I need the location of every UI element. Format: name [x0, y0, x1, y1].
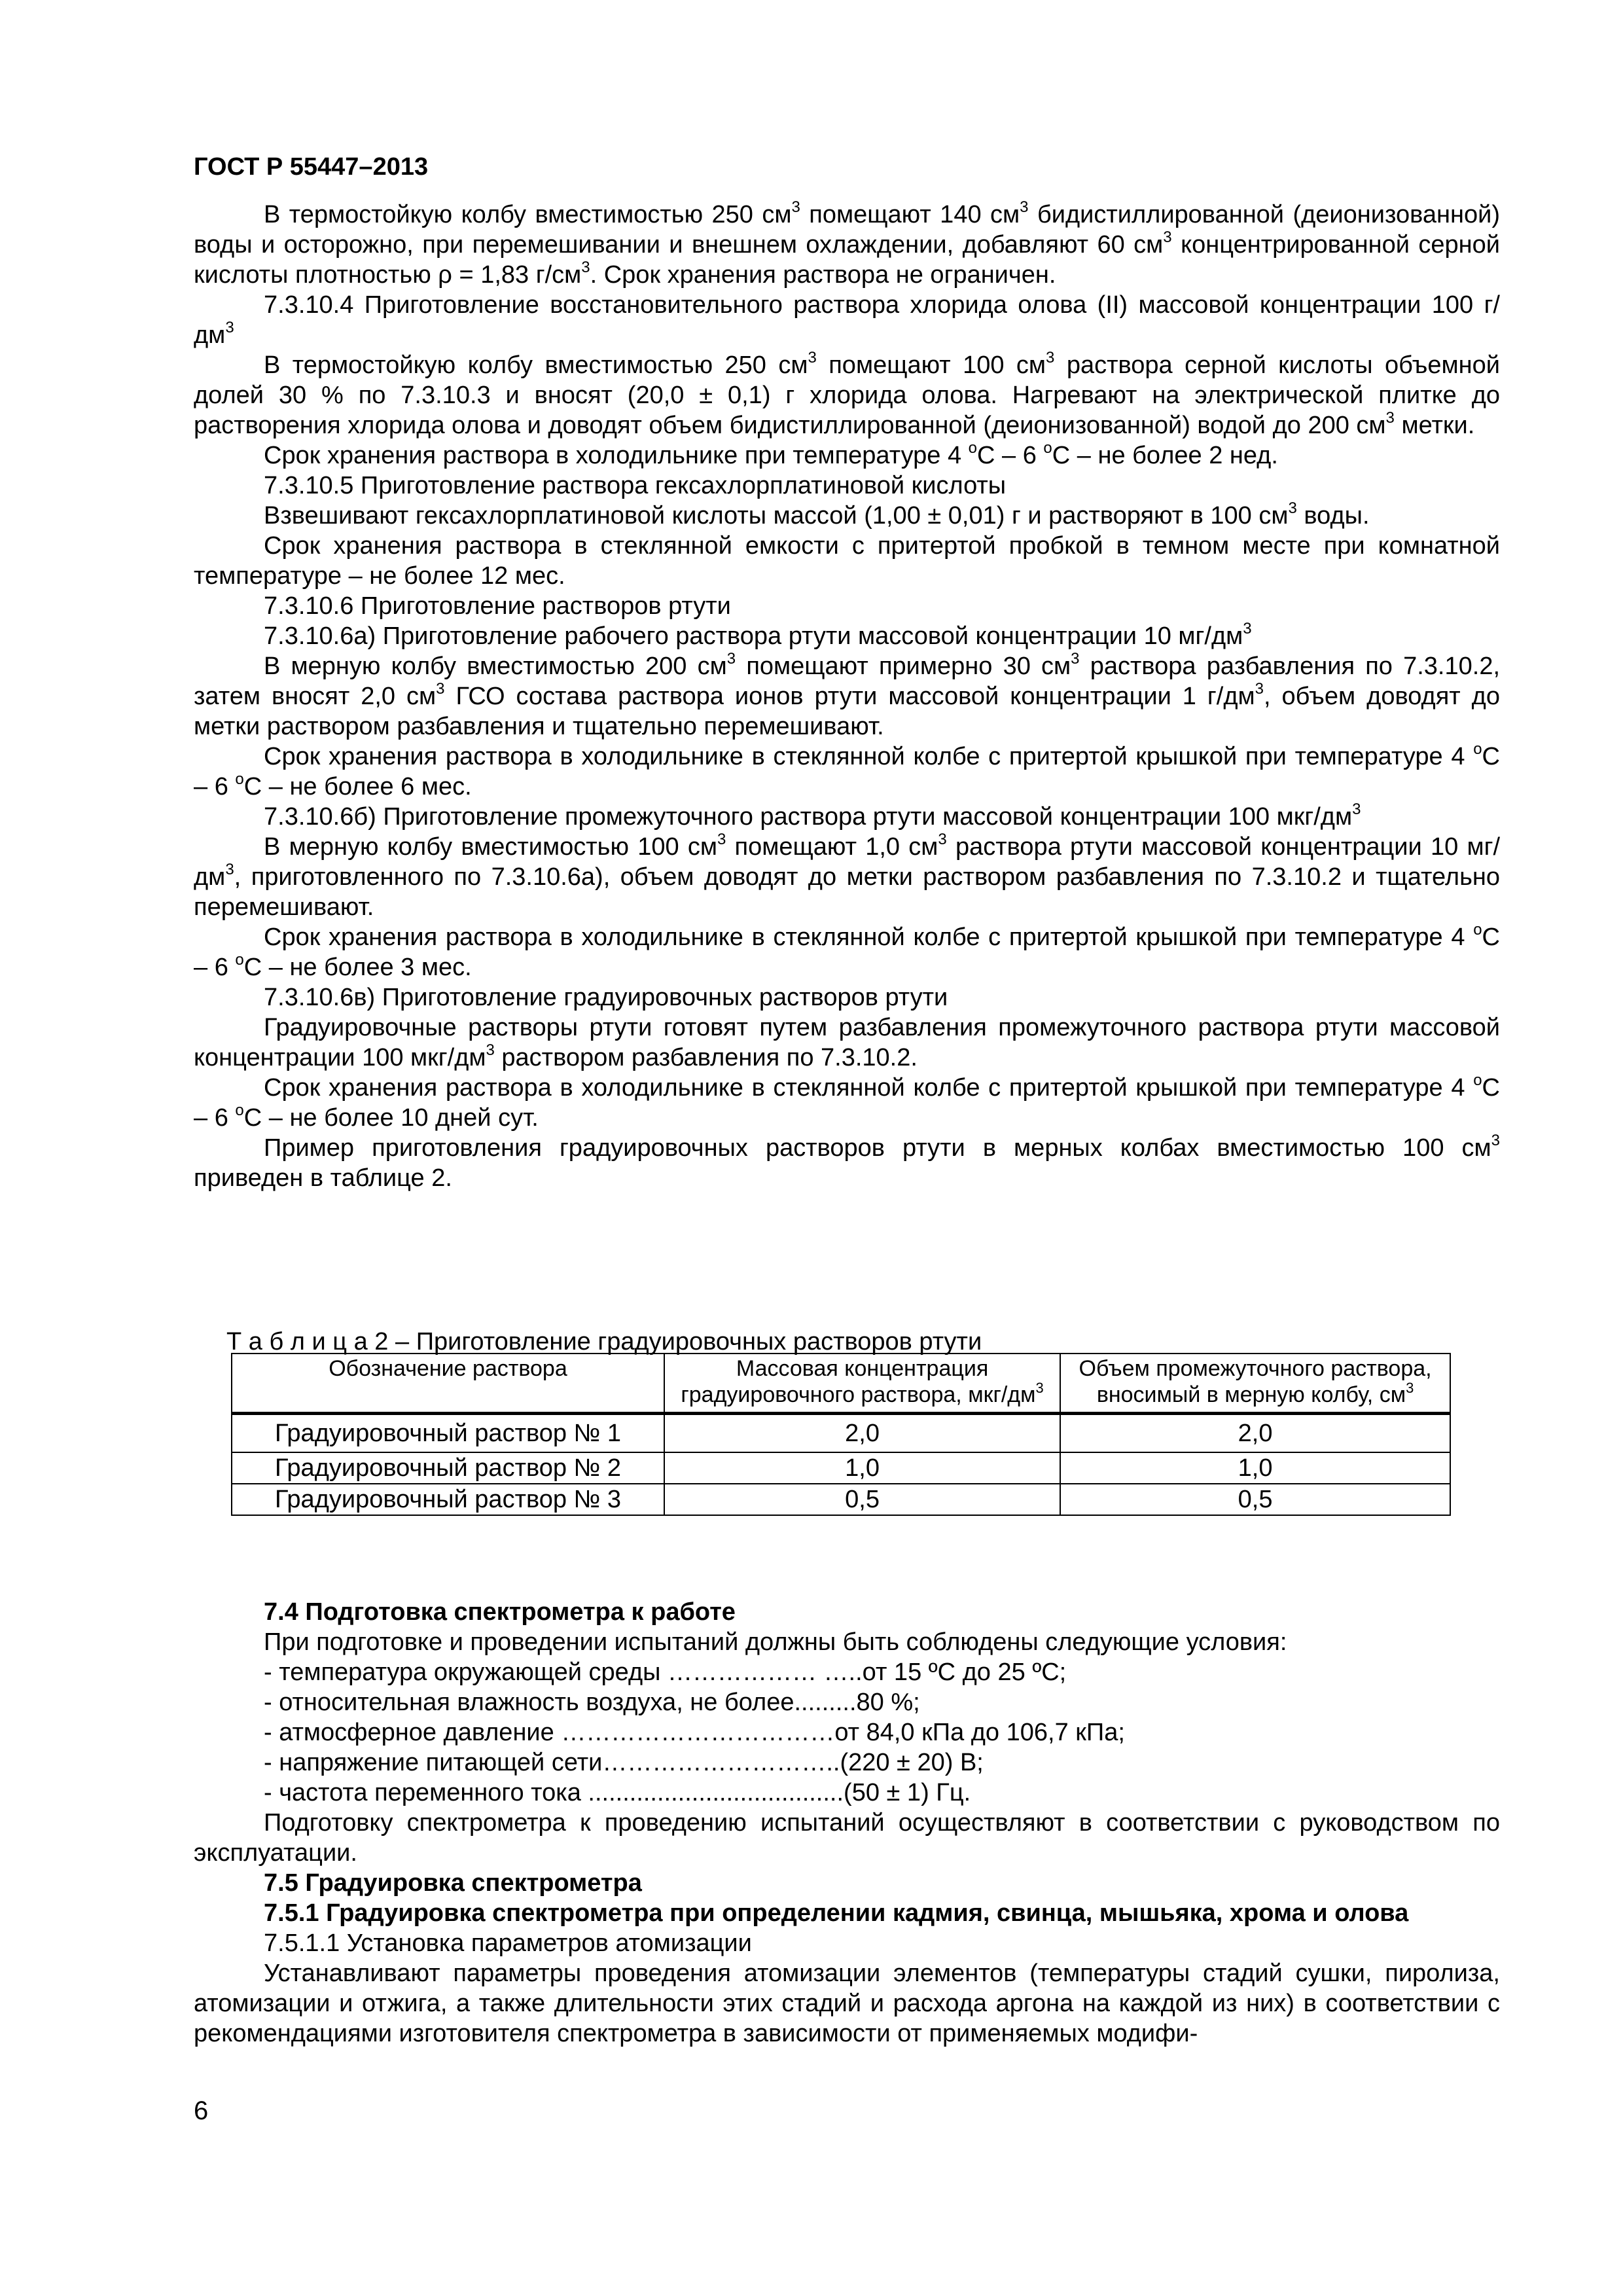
calibration-table — [231, 1353, 1451, 1516]
table-header-1: Обозначение раствора — [232, 1354, 664, 1414]
section-paragraph-9: 7.5 Градуировка спектрометра — [264, 1869, 642, 1897]
paragraph-12: 7.3.10.6б) Приготовление промежуточного раствора ртути массовой концентрации 100 мкг/$дм^3$ — [264, 800, 1361, 831]
paragraph-4: Срок хранения раствора в холодильнике при температуре 4 $^o$С – 6 $^o$С – не более 2 нед. — [264, 439, 1278, 469]
body-text — [194, 200, 1500, 1193]
paragraph-2: 7.3.10.4 Приготовление восстановительного раствора хлорида олова (II) массовой концентрации 100 $г/дм^3$ — [194, 291, 1500, 349]
table-cell: 0,5 — [664, 1484, 1060, 1515]
table-row — [232, 1452, 1450, 1484]
section-paragraph-12: Устанавливают параметры проведения атомизации элементов (температуры стадий сушки, пиролиза, атомизации и отжига, а также длительности этих стадий и расхода аргона на каждой из них) в соответствии с рекомендациями изготовителя спектрометра в зависимости от применяемых модифи- — [194, 1960, 1500, 2047]
section-paragraph-5: - атмосферное давление ……………………………от 84,0 кПа до 106,7 кПа; — [264, 1719, 1125, 1746]
section-paragraph-6: - напряжение питающей сети………………………..(220 ± 20) В; — [264, 1749, 984, 1776]
paragraph-11: Срок хранения раствора в холодильнике в стеклянной колбе с притертой крышкой при температуре 4 $^o$С – 6 $^o$С – не более 6 мес. — [194, 740, 1500, 800]
section-paragraph-8: Подготовку спектрометра к проведению испытаний осуществляют в соответствии с руководством по эксплуатации. — [194, 1809, 1500, 1867]
paragraph-5: 7.3.10.5 Приготовление раствора гексахлорплатиновой кислоты — [264, 472, 1007, 499]
table-cell: Градуировочный раствор № 2 — [232, 1452, 664, 1484]
paragraph-13: В мерную колбу вместимостью 100 $см^3$ помещают 1,0 $см^3$ раствора ртути массовой концентрации 10 $мг/дм^3$, приготовленного по 7.3.10.6а), объем доводят до метки раствором разбавления по 7.3.10.2 и тщательно перемешивают. — [194, 831, 1500, 921]
section-paragraph-2: При подготовке и проведении испытаний должны быть соблюдены следующие условия: — [264, 1628, 1287, 1656]
paragraph-1: В термостойкую колбу вместимостью 250 $см^3$ помещают 140 $см^3$ бидистиллированной (деионизованной) воды и осторожно, при перемешивании и внешнем охлаждении, добавляют 60 $см^3$ концентрированной серной кислоты плотностью ρ = 1,83 $г/см^3$. Срок хранения раствора не ограничен. — [194, 198, 1501, 289]
paragraph-6: Взвешивают гексахлорплатиновой кислоты массой (1,00 ± 0,01) г и растворяют в 100 $см^3$ воды. — [264, 499, 1370, 529]
table-row — [232, 1414, 1450, 1453]
section-paragraph-1: 7.4 Подготовка спектрометра к работе — [264, 1598, 736, 1626]
paragraph-7: Срок хранения раствора в стеклянной емкости с притертой пробкой в темном месте при комнатной температуре – не более 12 мес. — [194, 532, 1500, 590]
table-cell: 1,0 — [1060, 1452, 1450, 1484]
paragraph-8: 7.3.10.6 Приготовление растворов ртути — [264, 592, 731, 620]
section-paragraph-3: - температура окружающей среды ……………… …..от 15 ºС до 25 ºС; — [264, 1659, 1067, 1686]
paragraph-10: В мерную колбу вместимостью 200 $см^3$ помещают примерно 30 $см^3$ раствора разбавления по 7.3.10.2, затем вносят 2,0 $см^3$ ГСО состава раствора ионов ртути массовой концентрации 1 $г/дм^3$, объем доводят до метки раствором разбавления и тщательно перемешивают. — [194, 650, 1501, 740]
table-cell: 2,0 — [1060, 1414, 1450, 1453]
paragraph-15: 7.3.10.6в) Приготовление градуировочных растворов ртути — [264, 984, 948, 1011]
table-header-2: Массовая концентрация градуировочного раствора, мкг/$дм^3$ — [664, 1354, 1060, 1414]
page-number: 6 — [194, 2096, 209, 2125]
table-cell: 0,5 — [1060, 1484, 1450, 1515]
table-row — [232, 1484, 1450, 1515]
table-cell: Градуировочный раствор № 3 — [232, 1484, 664, 1515]
section-paragraph-4: - относительная влажность воздуха, не более.........80 %; — [264, 1689, 920, 1716]
section-paragraph-10: 7.5.1 Градуировка спектрометра при определении кадмия, свинца, мышьяка, хрома и олова — [264, 1899, 1409, 1927]
table-cell: 1,0 — [664, 1452, 1060, 1484]
table-caption: Т а б л и ц а 2 – Приготовление градуировочных растворов ртути — [226, 1328, 982, 1355]
paragraph-9: 7.3.10.6а) Приготовление рабочего раствора ртути массовой концентрации 10 $мг/дм^3$ — [264, 620, 1252, 650]
section-paragraph-7: - частота переменного тока .....................................(50 ± 1) Гц. — [264, 1779, 971, 1806]
section-7-4 — [194, 1597, 1500, 2049]
paragraph-17: Срок хранения раствора в холодильнике в стеклянной колбе с притертой крышкой при температуре 4 $^o$С – 6 $^o$С – не более 10 дней сут. — [194, 1071, 1500, 1132]
paragraph-18: Пример приготовления градуировочных растворов ртути в мерных колбах вместимостью 100 $см^3$ приведен в таблице 2. — [194, 1132, 1500, 1192]
paragraph-3: В термостойкую колбу вместимостью 250 $см^3$ помещают 100 $см^3$ раствора серной кислоты объемной долей 30 % по 7.3.10.3 и вносят (20,0 ± 0,1) г хлорида олова. Нагревают на электрической плитке до растворения хлорида олова и доводят объем бидистиллированной (деионизованной) водой до 200 $см^3$ метки. — [194, 349, 1501, 439]
table-cell: Градуировочный раствор № 1 — [232, 1414, 664, 1453]
paragraph-14: Срок хранения раствора в холодильнике в стеклянной колбе с притертой крышкой при температуре 4 $^o$С – 6 $^o$С – не более 3 мес. — [194, 921, 1500, 981]
table-header-3: Объем промежуточного раствора, вносимый в мерную колбу, $см^3$ — [1060, 1354, 1450, 1414]
paragraph-16: Градуировочные растворы ртути готовят путем разбавления промежуточного раствора ртути массовой концентрации 100 мкг/$дм^3$ раствором разбавления по 7.3.10.2. — [194, 1014, 1500, 1071]
table-cell: 2,0 — [664, 1414, 1060, 1453]
section-paragraph-11: 7.5.1.1 Установка параметров атомизации — [264, 1929, 752, 1957]
document-header: ГОСТ Р 55447–2013 — [194, 153, 429, 181]
